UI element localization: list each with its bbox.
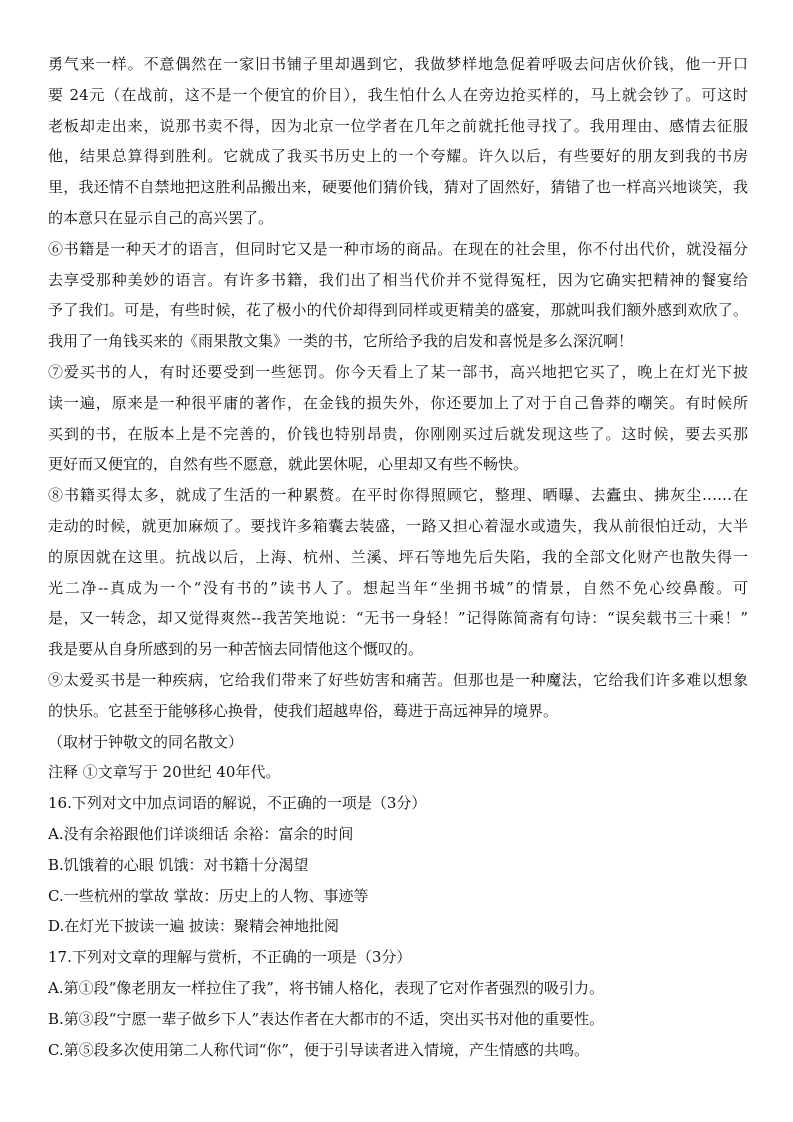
question-16 [48, 788, 748, 942]
text-line: 他，结果总算得到胜利。它就成了我买书历史上的一个夸耀。许久以后，有些要好的朋友到我的书房 [48, 147, 748, 166]
option-c: C.第⑤段多次使用第二人称代词“你”，便于引导读者进入情境，产生情感的共鸣。 [48, 1040, 590, 1059]
text-line: 老板却走出来，说那书卖不得，因为北京一位学者在几年之前就托他寻找了。我用理由、感情去征服 [48, 116, 748, 135]
option-b: B.饥饿着的心眼 饥饿：对书籍十分渴望 [48, 855, 309, 874]
text-line: 要 24元（在战前，这不是一个便宜的价目），我生怕什么人在旁边抢买样的，马上就会钞了。可这时 [48, 85, 748, 104]
text-line: 买到的书，在版本上是不完善的，价钱也特别昂贵，你刚刚买过后就发现这些了。这时候，要去买那 [48, 424, 748, 443]
text-line: 走动的时候，就更加麻烦了。要找许多箱囊去装盛，一路又担心着湿水或遗失，我从前很怕迁动，大半 [48, 516, 748, 535]
question-stem: 16.下列对文中加点词语的解说，不正确的一项是（3分） [48, 794, 427, 813]
text-line: 的原因就在这里。抗战以后，上海、杭州、兰溪、坪石等地先后失陷，我的全部文化财产也散失得一 [48, 547, 748, 566]
text-line: ⑧书籍买得太多，就成了生活的一种累赘。在平时你得照顾它，整理、晒曝、去蠹虫、拂灰尘……在 [48, 486, 748, 505]
paragraph-6 [48, 234, 748, 357]
text-line: 是，又一转念，却又觉得爽然--我苦笑地说：“无书一身轻！”记得陈简斋有句诗：“误矣载书三十乘！” [48, 609, 748, 628]
option-c: C.一些杭州的掌故 掌故：历史上的人物、事迹等 [48, 886, 369, 905]
text-line: 里，我还情不自禁地把这胜利品搬出来，硬要他们猜价钱，猜对了固然好，猜错了也一样高兴地谈笑，我 [48, 178, 748, 197]
footnote: 注释 ①文章写于 20世纪 40年代。 [48, 763, 281, 782]
text-line: 予了我们。可是，有些时候，花了极小的代价却得到同样或更精美的盛宴，那就叫我们额外感到欢欣了。 [48, 301, 748, 320]
text-line: 更好而又便宜的，自然有些不愿意，就此罢休呢，心里却又有些不畅快。 [48, 455, 529, 474]
option-a: A.第①段“像老朋友一样拉住了我”，将书铺人格化，表现了它对作者强烈的吸引力。 [48, 978, 604, 997]
text-line: 我是要从自身所感到的另一种苦恼去同情他这个慨叹的。 [48, 640, 424, 659]
document-page [48, 49, 748, 1065]
text-line: 读一遍，原来是一种很平庸的著作，在金钱的损失外，你还要加上了对于自己鲁莽的嘲笑。有时候所 [48, 393, 748, 412]
question-stem: 17.下列对文章的理解与赏析，不正确的一项是（3分） [48, 948, 412, 967]
text-line: ⑨太爱买书是一种疾病，它给我们带来了好些妨害和痛苦。但那也是一种魔法，它给我们许多难以想象 [48, 670, 748, 689]
option-d: D.在灯光下披读一遍 披读：聚精会神地批阅 [48, 917, 340, 936]
text-line: ⑦爱买书的人，有时还要受到一些惩罚。你今天看上了某一部书，高兴地把它买了，晚上在灯光下披 [48, 362, 748, 381]
text-line: 勇气来一样。不意偶然在一家旧书铺子里却遇到它，我做梦样地急促着呼吸去问店伙价钱，他一开口 [48, 55, 748, 73]
paragraph-5-continued [48, 49, 748, 234]
paragraph-9 [48, 665, 748, 727]
text-line: 去享受那种美妙的语言。有许多书籍，我们出了相当代价并不觉得冤枉，因为它确实把精神的餐宴给 [48, 270, 748, 289]
question-17 [48, 942, 748, 1065]
text-line: 我用了一角钱买来的《雨果散文集》一类的书，它所给予我的启发和喜悦是多么深沉啊！ [48, 332, 634, 351]
paragraph-7 [48, 357, 748, 480]
text-line: 光二净--真成为一个“没有书的”读书人了。想起当年“坐拥书城”的情景，自然不免心绞鼻酸。可 [48, 578, 748, 597]
paragraph-8 [48, 480, 748, 665]
option-a: A.没有余裕跟他们详谈细话 余裕：富余的时间 [48, 824, 354, 843]
text-line: 的快乐。它甚至于能够移心换骨，使我们超越卑俗，蓦进于高远神异的境界。 [48, 701, 559, 720]
text-line: 的本意只在显示自己的高兴罢了。 [48, 208, 274, 227]
text-line: ⑥书籍是一种天才的语言，但同时它又是一种市场的商品。在现在的社会里，你不付出代价，就没福分 [48, 239, 748, 258]
source-attribution: （取材于钟敬文的同名散文） [48, 732, 244, 751]
option-b: B.第③段“宁愿一辈子做乡下人”表达作者在大都市的不适，突出买书对他的重要性。 [48, 1009, 605, 1028]
